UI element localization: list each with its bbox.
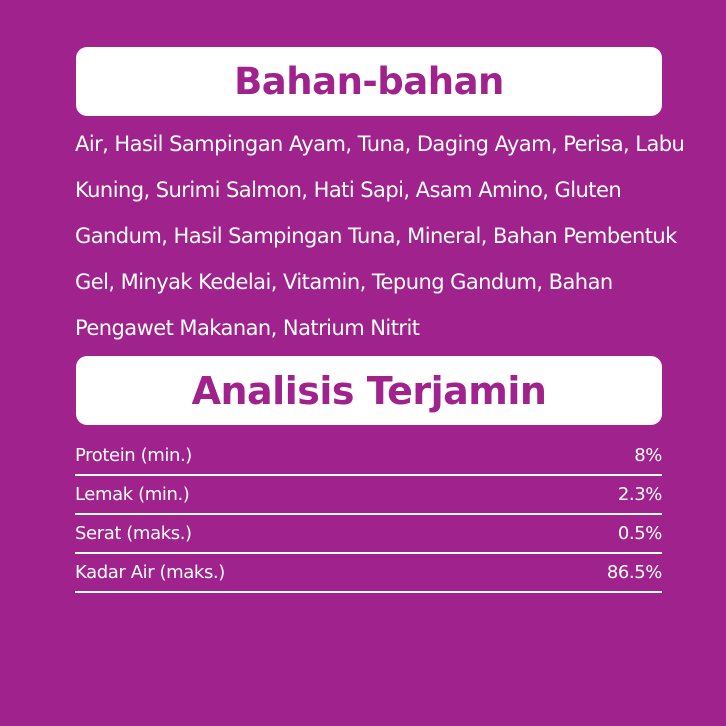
- analysis-row-protein: [75, 437, 662, 476]
- analysis-heading: Analisis Terjamin: [191, 368, 547, 413]
- nutrient-value: 2.3%: [617, 484, 662, 505]
- analysis-row-moisture: [75, 554, 662, 593]
- nutrient-name: Kadar Air (maks.): [75, 562, 225, 583]
- nutrient-value: 0.5%: [617, 523, 662, 544]
- analysis-row-fat: [75, 476, 662, 515]
- nutrient-value: 86.5%: [606, 562, 662, 583]
- nutrient-name: Lemak (min.): [75, 484, 190, 505]
- nutrient-value: 8%: [634, 445, 662, 466]
- analysis-heading-banner: [76, 356, 662, 425]
- guaranteed-analysis-table: [75, 437, 662, 593]
- ingredients-heading: Bahan-bahan: [234, 60, 504, 103]
- nutrient-name: Protein (min.): [75, 445, 192, 466]
- ingredients-heading-banner: [76, 47, 662, 116]
- analysis-row-fiber: [75, 515, 662, 554]
- nutrient-name: Serat (maks.): [75, 523, 192, 544]
- ingredients-list: Air, Hasil Sampingan Ayam, Tuna, Daging Ayam, Perisa, Labu Kuning, Surimi Salmon, Hati Sapi, Asam Amino, Gluten Gandum, Hasil Sampingan Tuna, Mineral, Bahan Pembentuk Gel, Minyak Kedelai, Vitamin, Tepung Gandum, Bahan Pengawet Makanan, Natrium Nitrit: [75, 132, 685, 340]
